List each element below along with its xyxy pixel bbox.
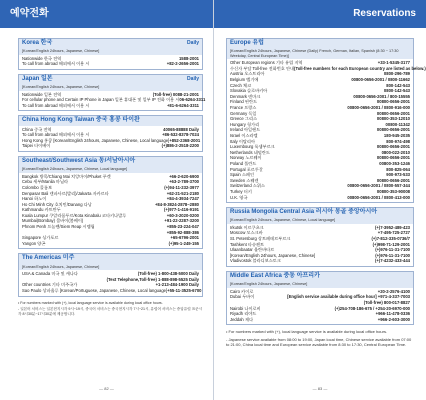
phone-number: (+)254-708-186-675 / +254-20-6970-000 xyxy=(334,305,410,311)
phone-row xyxy=(22,241,199,247)
phone-number: 00800-353-12010 xyxy=(376,116,410,122)
location-label: Slovakia 슬로바키아 xyxy=(230,88,268,94)
phone-number: 06-6264-3311 xyxy=(179,97,206,103)
location-label: Denmark 덴마크 xyxy=(230,93,261,99)
location-label: Cebu 세부/Manila 마닐라 xyxy=(22,179,69,185)
location-label: Moscow 모스크바 xyxy=(230,230,263,236)
phone-number: +63-2-789-3700 xyxy=(169,179,199,185)
phone-number: 00800-0656-2001 xyxy=(376,99,410,105)
location-label: To call from abroad 해외에서 이용 시 xyxy=(22,61,90,67)
location-label: Cairo 카이로 xyxy=(230,288,254,294)
phone-number: 00800-0656-2001 / 0800-413-000 xyxy=(347,194,410,200)
section-header xyxy=(227,272,413,281)
location-label: To call from abroad 해외에서 이용 시 xyxy=(22,102,90,108)
phone-number: (Toll-free) 1-800-438-5000 Daily xyxy=(137,271,199,277)
location-label: Other European regions 기타 유럽 지역 xyxy=(230,60,303,66)
phone-number: (+)7-812-335-0736/7 xyxy=(371,236,410,242)
phone-number: 180-945-2035 xyxy=(383,133,410,138)
phone-number: (Toll-free) 800-017-8827 xyxy=(363,299,410,305)
phone-number: +966-2-603-3000 xyxy=(377,316,410,322)
phone-number: 00800-0656-2001 / 0800-916-000 xyxy=(347,105,410,111)
region-section xyxy=(18,253,203,296)
location-label: Mumbai(Bombay) 뭄바이(봄베이) xyxy=(22,218,84,224)
section-body xyxy=(19,173,202,249)
location-label: Israel 이스라엘 xyxy=(230,133,258,138)
section-body xyxy=(19,91,206,111)
phone-number: 00800-0656-2001 / 0800-557-344 xyxy=(347,183,410,189)
section-header xyxy=(19,116,202,125)
phone-row xyxy=(22,103,199,109)
location-label: Irkutsk 이르쿠츠크 xyxy=(230,224,264,230)
location-label: Belgium 벨기에 xyxy=(230,77,259,83)
section-header xyxy=(227,39,413,48)
phone-number: +86-532-8378-7024 xyxy=(162,132,199,138)
phone-number: 800-974-498 xyxy=(386,138,410,144)
section-subtitle: [Korean/English 24hours, Japanese, Chinese (Daily) French, German, Italian, Spanish (8:30 ~ 17:30 Weekday, Central European Time)] xyxy=(227,48,413,59)
daily-label: Daily xyxy=(187,40,199,46)
phone-number: (+)7-3952-489-423 xyxy=(374,224,410,230)
location-label: To call from abroad 해외에서 이용 시 xyxy=(22,132,90,138)
location-label: Switzerland 스위스 xyxy=(230,183,265,189)
phone-number: (+)95-1-249-155 xyxy=(168,240,199,246)
phone-number: 1588-2001 xyxy=(178,55,199,61)
footnote: - Japanese service available from 08:00 to 19:00, Japan local time, Chinese service available from 07:00 to 21:00, China local time and European service available from 8:30 to 17:30, Central European Time. xyxy=(226,336,412,347)
phone-number: +82-2-2656-2001 xyxy=(166,61,199,67)
region-section xyxy=(18,156,203,249)
location-label: Taipei 타이베이 xyxy=(22,143,51,149)
phone-number: 00800-0656-2001 xyxy=(376,155,410,161)
daily-label: Daily xyxy=(187,75,199,82)
location-label: Denpasar Bali 덴파사르(발리)/Jakarta 자카르타 xyxy=(22,190,109,196)
section-title: Southeast/Southwest Asia 동/서남아시아 xyxy=(22,158,136,164)
location-label: Austria 오스트리아 xyxy=(230,71,265,77)
section-title: Japan 일본 xyxy=(22,75,53,82)
phone-number: 800-825-064 xyxy=(386,166,410,172)
phone-number: +62-21-521-2180 xyxy=(166,190,199,196)
phone-number: 00800-353-1246 xyxy=(379,160,410,166)
phone-number: +84-8-3824-2878~2880 xyxy=(154,201,199,207)
section-subtitle: [Korean/English 24hours, Japanese, Chinese] xyxy=(19,48,202,55)
section-subtitle: [Korean/English 24hours, Japanese, Chinese] xyxy=(19,264,202,271)
phone-number: 00800-353-90008 xyxy=(376,188,410,194)
phone-number: (Toll-free) 0088-21-2001 xyxy=(152,91,199,97)
section-header xyxy=(19,39,202,48)
section-title: China Hong Kong Taiwan 중국 홍콩 타이완 xyxy=(22,117,140,124)
phone-number: +84-4-3934-7247 xyxy=(166,196,199,202)
section-body xyxy=(19,270,202,295)
phone-number: 00800-0656-2001 xyxy=(376,144,410,150)
phone-number: 00800-11342 xyxy=(385,121,410,127)
location-label: Ho Chi Minh City 호치민/Danang 다낭 xyxy=(22,201,92,207)
phone-number: 00800-0656-2001 / 800-15555 xyxy=(353,93,410,99)
location-label: Bangkok 방콕/Chiang Mai 치앙마이/Phuket 푸켓 xyxy=(22,173,111,179)
phone-number: 0800-022-2010 xyxy=(381,149,410,155)
region-section xyxy=(226,271,414,325)
section-header xyxy=(19,157,202,166)
location-label: Ireland 아일랜드 xyxy=(230,127,261,133)
location-label: Greece 그리스 xyxy=(230,116,258,122)
location-label: Tashkent 타슈켄트 xyxy=(230,241,265,247)
location-label: Czech 체코 xyxy=(230,82,252,88)
phone-number: +55-11-3525-6700 xyxy=(167,287,202,293)
location-label: U.K. 영국 xyxy=(230,194,248,200)
phone-number: 0800-296-789 xyxy=(383,71,410,77)
page-number: ― 82 ― xyxy=(99,386,114,392)
location-label: Luxembourg 룩셈부르크 xyxy=(230,144,275,150)
right-page xyxy=(213,0,426,400)
location-label: Poland 폴란드 xyxy=(230,160,257,166)
phone-number: +65-6796-2001 xyxy=(170,235,199,241)
region-section xyxy=(18,115,203,152)
location-label: Colombo 콜롬보 xyxy=(22,184,53,190)
location-label: Italy 이탈리아 xyxy=(230,138,256,144)
section-body xyxy=(227,224,413,266)
page-banner xyxy=(214,0,426,28)
location-label: Nationwide 일본 전역 xyxy=(22,91,62,97)
region-section xyxy=(226,38,426,203)
location-label: Hanoi 하노이 xyxy=(22,196,47,202)
location-label: Kuala Lumpur 쿠알라룸푸르/Kota Kinabalu 코타키나발루 xyxy=(22,212,127,218)
location-label: Dubai 두바이 xyxy=(230,294,255,300)
phone-number: 00800-0656-2001 xyxy=(376,110,410,116)
footnote: • For numbers marked with (+), local language service is available during local office hours. xyxy=(226,329,388,335)
phone-number: +855-92-888-386 xyxy=(166,229,199,235)
section-header xyxy=(19,254,202,263)
phone-number: (+)94-11-232-3977 xyxy=(164,184,199,190)
section-header xyxy=(227,208,413,217)
region-section xyxy=(18,38,203,70)
phone-number: 0800-142-543 xyxy=(383,88,410,94)
phone-number: +33-1-5345-3177 xyxy=(377,60,410,66)
location-label: Ulaanbaatar 울란바타르 xyxy=(230,247,275,253)
location-label: Nationwide 한국 전역 xyxy=(22,55,62,61)
phone-number: 900-973-533 xyxy=(386,172,410,178)
page-number: ― 83 ― xyxy=(312,386,328,392)
section-subtitle: [Korean/English 24hours, Japanese, Chinese, Local language] xyxy=(19,166,202,173)
section-title: The Americas 미주 xyxy=(22,255,75,262)
location-label: Portugal 포르투갈 xyxy=(230,166,263,172)
phone-row xyxy=(230,317,410,323)
phone-number: (Toll-free numbers for each European country are listed as below.) xyxy=(294,65,426,71)
section-title: Korea 한국 xyxy=(22,40,53,46)
phone-number: +1-213-484-1900 Daily xyxy=(155,282,199,288)
location-label: Vladivostok 블라디보스토크 xyxy=(230,258,281,264)
phone-number: 800-142-543 xyxy=(386,82,410,88)
location-label: Hong Kong 홍콩 [Korean/English 24hours, Japanese, Chinese, Local language] xyxy=(22,137,170,143)
phone-number: +66-2-620-6900 xyxy=(169,173,199,179)
location-label: Singapore 싱가포르 xyxy=(22,235,59,241)
location-label: Spain 스페인 xyxy=(230,172,255,178)
location-label: Jeddah 제다 xyxy=(230,316,253,322)
location-label: Kathmandu 카트만두 xyxy=(22,207,61,213)
location-label: Finland 핀란드 xyxy=(230,99,258,105)
location-label: USA & Canada 미국 및 캐나다 xyxy=(22,271,78,277)
phone-row xyxy=(230,258,410,264)
banner-title: Reservations xyxy=(353,8,416,19)
section-body xyxy=(227,288,413,325)
phone-number: 00800-0656-2001 xyxy=(376,177,410,183)
phone-row xyxy=(230,195,410,201)
phone-number: (+)977-1-416-9191 xyxy=(163,207,199,213)
location-label: Yangon 양곤 xyxy=(22,240,46,246)
location-label: Hungary 헝가리 xyxy=(230,121,260,127)
location-label: 수신자 부담 Toll-free 전화번호 안내 xyxy=(230,65,295,71)
section-header xyxy=(19,75,202,84)
phone-number: +966-11-478-0336 xyxy=(375,311,410,317)
location-label: Norway 노르웨이 xyxy=(230,155,262,161)
location-label: Phnom Penh 프놈펜/Siem Reap 시엠립 xyxy=(22,224,95,230)
location-label: France 프랑스 xyxy=(230,105,257,111)
section-subtitle: [Korean/English 24hours, Japanese, Chinese, Local language] xyxy=(227,217,413,224)
phone-number: +7-495-725-2727 xyxy=(377,230,410,236)
phone-row xyxy=(22,287,202,294)
banner-title: 예약전화 xyxy=(10,8,49,19)
phone-row xyxy=(22,61,199,67)
footnote: • For numbers marked with (+), local language service is available during local office hours. xyxy=(18,300,163,305)
page-banner xyxy=(0,0,213,28)
phone-number: +60-3-2020-0200 xyxy=(166,212,199,218)
location-label: Other countries 기타 미주국가 xyxy=(22,282,78,288)
phone-number: (+)998-71-129-2001 xyxy=(372,241,410,247)
phone-number: [English service available during office hour] +971-4-337-7003 xyxy=(287,294,410,300)
phone-number: (+)976-11-31-7100 xyxy=(375,252,410,258)
region-section xyxy=(226,207,414,267)
phone-number: 00800-0656-2001 xyxy=(376,127,410,133)
section-title: Middle East Africa 중동 아프리카 xyxy=(230,273,320,280)
phone-number: (Text Telephone,Toll-free) 1-888-898-5525 Daily xyxy=(106,276,199,282)
section-title: Russia Mongolia Central Asia 러시아 몽골 중앙아시아 xyxy=(230,209,378,216)
location-label: China 중국 전역 xyxy=(22,126,52,132)
phone-number: +855-23-224-047 xyxy=(166,224,199,230)
location-label: Germany 독일 xyxy=(230,110,257,116)
section-subtitle: [Korean/English 24hours, Japanese, Chinese] xyxy=(19,84,202,91)
phone-row xyxy=(22,143,199,149)
location-label: Netherlands 네덜란드 xyxy=(230,149,270,155)
section-title: Europe 유럽 xyxy=(230,40,264,46)
phone-number: +81-6-6264-3311 xyxy=(166,102,199,108)
location-label: Turkey 터키 xyxy=(230,188,252,194)
phone-number: (+)7-4232-433-444 xyxy=(374,258,410,264)
location-label: Nairobi 나이로비 xyxy=(230,305,261,311)
phone-number: (+)886-2-2518-2200 xyxy=(161,143,199,149)
location-label: Riyadh 리야드 xyxy=(230,311,257,317)
section-body xyxy=(19,55,202,69)
location-label: Sao Paulo 상파울루 [Korean/Portuguese, Japanese, Chinese, Local language] xyxy=(22,287,168,293)
section-body xyxy=(227,59,426,202)
section-subtitle: [Korean/English 24hours, Japanese, Chinese] xyxy=(227,281,413,288)
footnote: - 일본어 서비스는 일본현지시각 9시~19시, 중국어 서비스는 중국현지시각 7시~21시, 유럽어 서비스는 중앙유럽 표준시각 8시30분~17시30분에 제공합니다. xyxy=(18,307,203,317)
region-section xyxy=(18,74,206,112)
phone-number: +852-2368-2001 xyxy=(169,137,201,143)
location-label: St. Petersburg 상트페테르부르크 xyxy=(230,236,291,242)
phone-number: 40065-88888 Daily xyxy=(163,126,199,132)
location-label: [Korean/English 24hours, Japanese, Chinese] xyxy=(230,252,316,258)
phone-number: +91-22-2287-3200 xyxy=(164,218,199,224)
phone-number: +20-2-2576-4100 xyxy=(377,288,410,294)
phone-number: 00800-0656-2001 / 0800-11662 xyxy=(351,77,410,83)
phone-number: (+)976-11-31-7100 xyxy=(375,247,410,253)
location-label: For cellular phone and Certain IP Phone in Japan 일본 휴대폰 및 일부 IP 전화 이용 시 xyxy=(22,97,180,103)
section-body xyxy=(19,126,202,151)
location-label: Sweden 스웨덴 xyxy=(230,177,259,183)
